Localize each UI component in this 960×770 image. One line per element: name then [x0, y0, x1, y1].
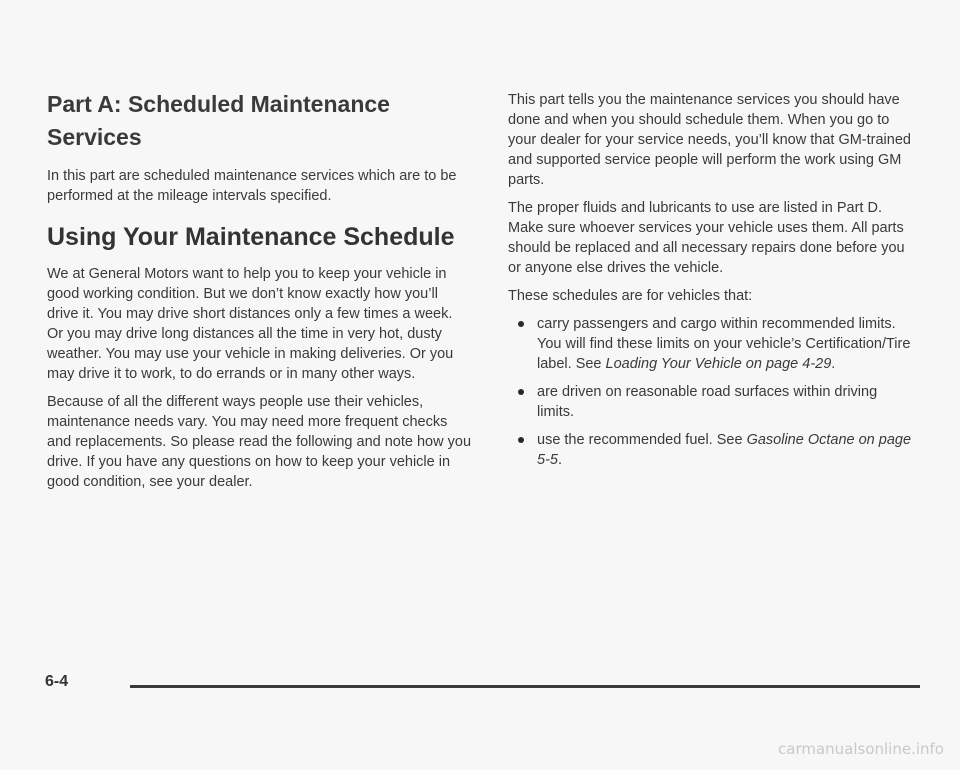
vehicle-conditions-list — [508, 314, 913, 470]
cross-reference-link[interactable]: Loading Your Vehicle on page 4-29 — [605, 356, 832, 372]
left-column — [47, 88, 472, 500]
watermark: carmanualsonline.info — [778, 740, 944, 758]
part-title — [47, 88, 472, 154]
list-item-tail: . — [557, 452, 562, 468]
page-number: 6-4 — [45, 673, 69, 690]
list-item-text: use the recommended fuel. See — [537, 432, 747, 448]
list-item-tail: . — [831, 356, 836, 372]
bullet-icon — [518, 437, 524, 443]
cross-reference-link[interactable]: Gasoline Octane on page 5-5 — [537, 432, 912, 468]
bullet-icon — [518, 321, 524, 327]
body-paragraph-2: Because of all the different ways people use their vehicles, maintenance needs vary. You may need more frequent checks and replacements. So please read the following and note how you drive. If you have any questions on how to keep your vehicle in good condition, see your dealer. — [47, 394, 472, 490]
part-title-line-2: Services — [47, 124, 142, 150]
list-item — [518, 314, 913, 374]
part-title-line-1: Part A: Scheduled Maintenance — [47, 91, 390, 117]
right-paragraph-1: This part tells you the maintenance services you should have done and when you should schedule them. When you go to your dealer for your service needs, you’ll know that GM-trained and supported service people will perform the work using GM parts. — [508, 92, 911, 188]
list-item — [518, 382, 913, 422]
intro-paragraph: In this part are scheduled maintenance services which are to be performed at the mileage intervals specified. — [47, 168, 457, 204]
footer-divider — [130, 685, 920, 688]
list-item-text: carry passengers and cargo within recommended limits. You will find these limits on your vehicle’s Certification/Tire label. See — [537, 316, 911, 372]
right-paragraph-3: These schedules are for vehicles that: — [508, 288, 753, 304]
right-column — [508, 90, 913, 478]
list-item — [518, 430, 913, 470]
bullet-icon — [518, 389, 524, 395]
body-paragraph-1: We at General Motors want to help you to keep your vehicle in good working condition. But we don’t know exactly how you’ll drive it. You may drive short distances only a few times a week. Or you may drive long distances all the time in very hot, dusty weather. You may use your vehicle in making deliveries. Or you may drive it to work, to do errands or in many other ways. — [47, 266, 454, 382]
list-item-text: are driven on reasonable road surfaces within driving limits. — [537, 384, 878, 420]
section-title: Using Your Maintenance Schedule — [47, 223, 455, 251]
right-paragraph-2: The proper fluids and lubricants to use are listed in Part D. Make sure whoever services your vehicle uses them. All parts should be replaced and all necessary repairs done before you or anyone else drives the vehicle. — [508, 200, 905, 276]
